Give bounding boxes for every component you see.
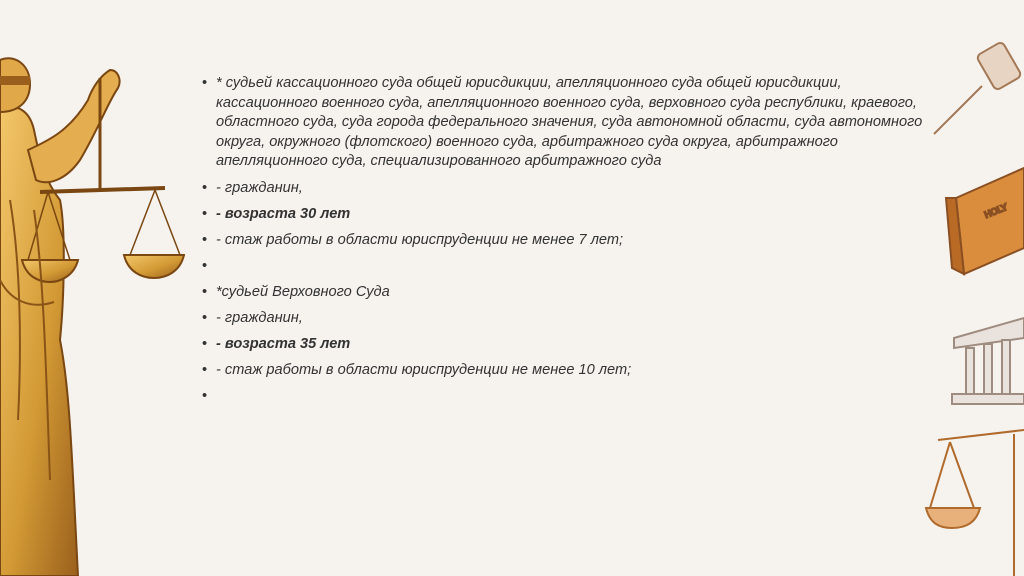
scales-icon <box>926 430 1024 576</box>
list-item <box>200 361 940 381</box>
gavel-icon <box>934 41 1022 134</box>
slide-body <box>200 74 940 413</box>
list-item-text: * судьей кассационного суда общей юрисдикции, апелляционного суда общей юрисдикции, кассационного военного суда, апелляционного военного суда, верховного суда республики, краевого, областного суда, суда города федерального значения, суда автономной области, суда автономного округа, окружного (флотского) военного суда, арбитражного суда округа, арбитражного апелляционного суда, специализированного арбитражного суда <box>216 75 923 169</box>
list-item <box>200 309 940 329</box>
list-item-text: - гражданин, <box>216 309 303 326</box>
svg-text:HOLY: HOLY <box>983 201 1009 220</box>
bullet-icon: • <box>202 387 208 404</box>
list-item <box>200 387 940 407</box>
courthouse-icon <box>952 318 1024 404</box>
bullet-icon: • <box>202 179 208 196</box>
bullet-icon: • <box>202 205 208 222</box>
list-item-text: - возраста 35 лет <box>216 335 351 352</box>
lady-justice-illustration <box>0 40 185 576</box>
list-item <box>200 335 940 355</box>
law-book-icon <box>946 168 1024 274</box>
list-item <box>200 74 940 172</box>
bullet-icon: • <box>202 75 208 91</box>
list-item <box>200 205 940 225</box>
list-item-text: - стаж работы в области юриспруденции не менее 7 лет; <box>216 231 624 248</box>
bullet-icon: • <box>202 309 208 326</box>
list-item <box>200 257 940 277</box>
list-item-text: - гражданин, <box>216 179 303 196</box>
list-item <box>200 283 940 303</box>
bullet-icon: • <box>202 283 208 300</box>
list-item <box>200 231 940 251</box>
bullet-icon: • <box>202 257 208 274</box>
bullet-icon: • <box>202 335 208 352</box>
bullet-icon: • <box>202 361 208 378</box>
list-item-text: - стаж работы в области юриспруденции не менее 10 лет; <box>216 361 632 378</box>
list-item <box>200 179 940 199</box>
bullet-list <box>200 74 940 406</box>
list-item-text: - возраста 30 лет <box>216 205 351 222</box>
bullet-icon: • <box>202 231 208 248</box>
list-item-text: *судьей Верховного Суда <box>216 283 390 300</box>
